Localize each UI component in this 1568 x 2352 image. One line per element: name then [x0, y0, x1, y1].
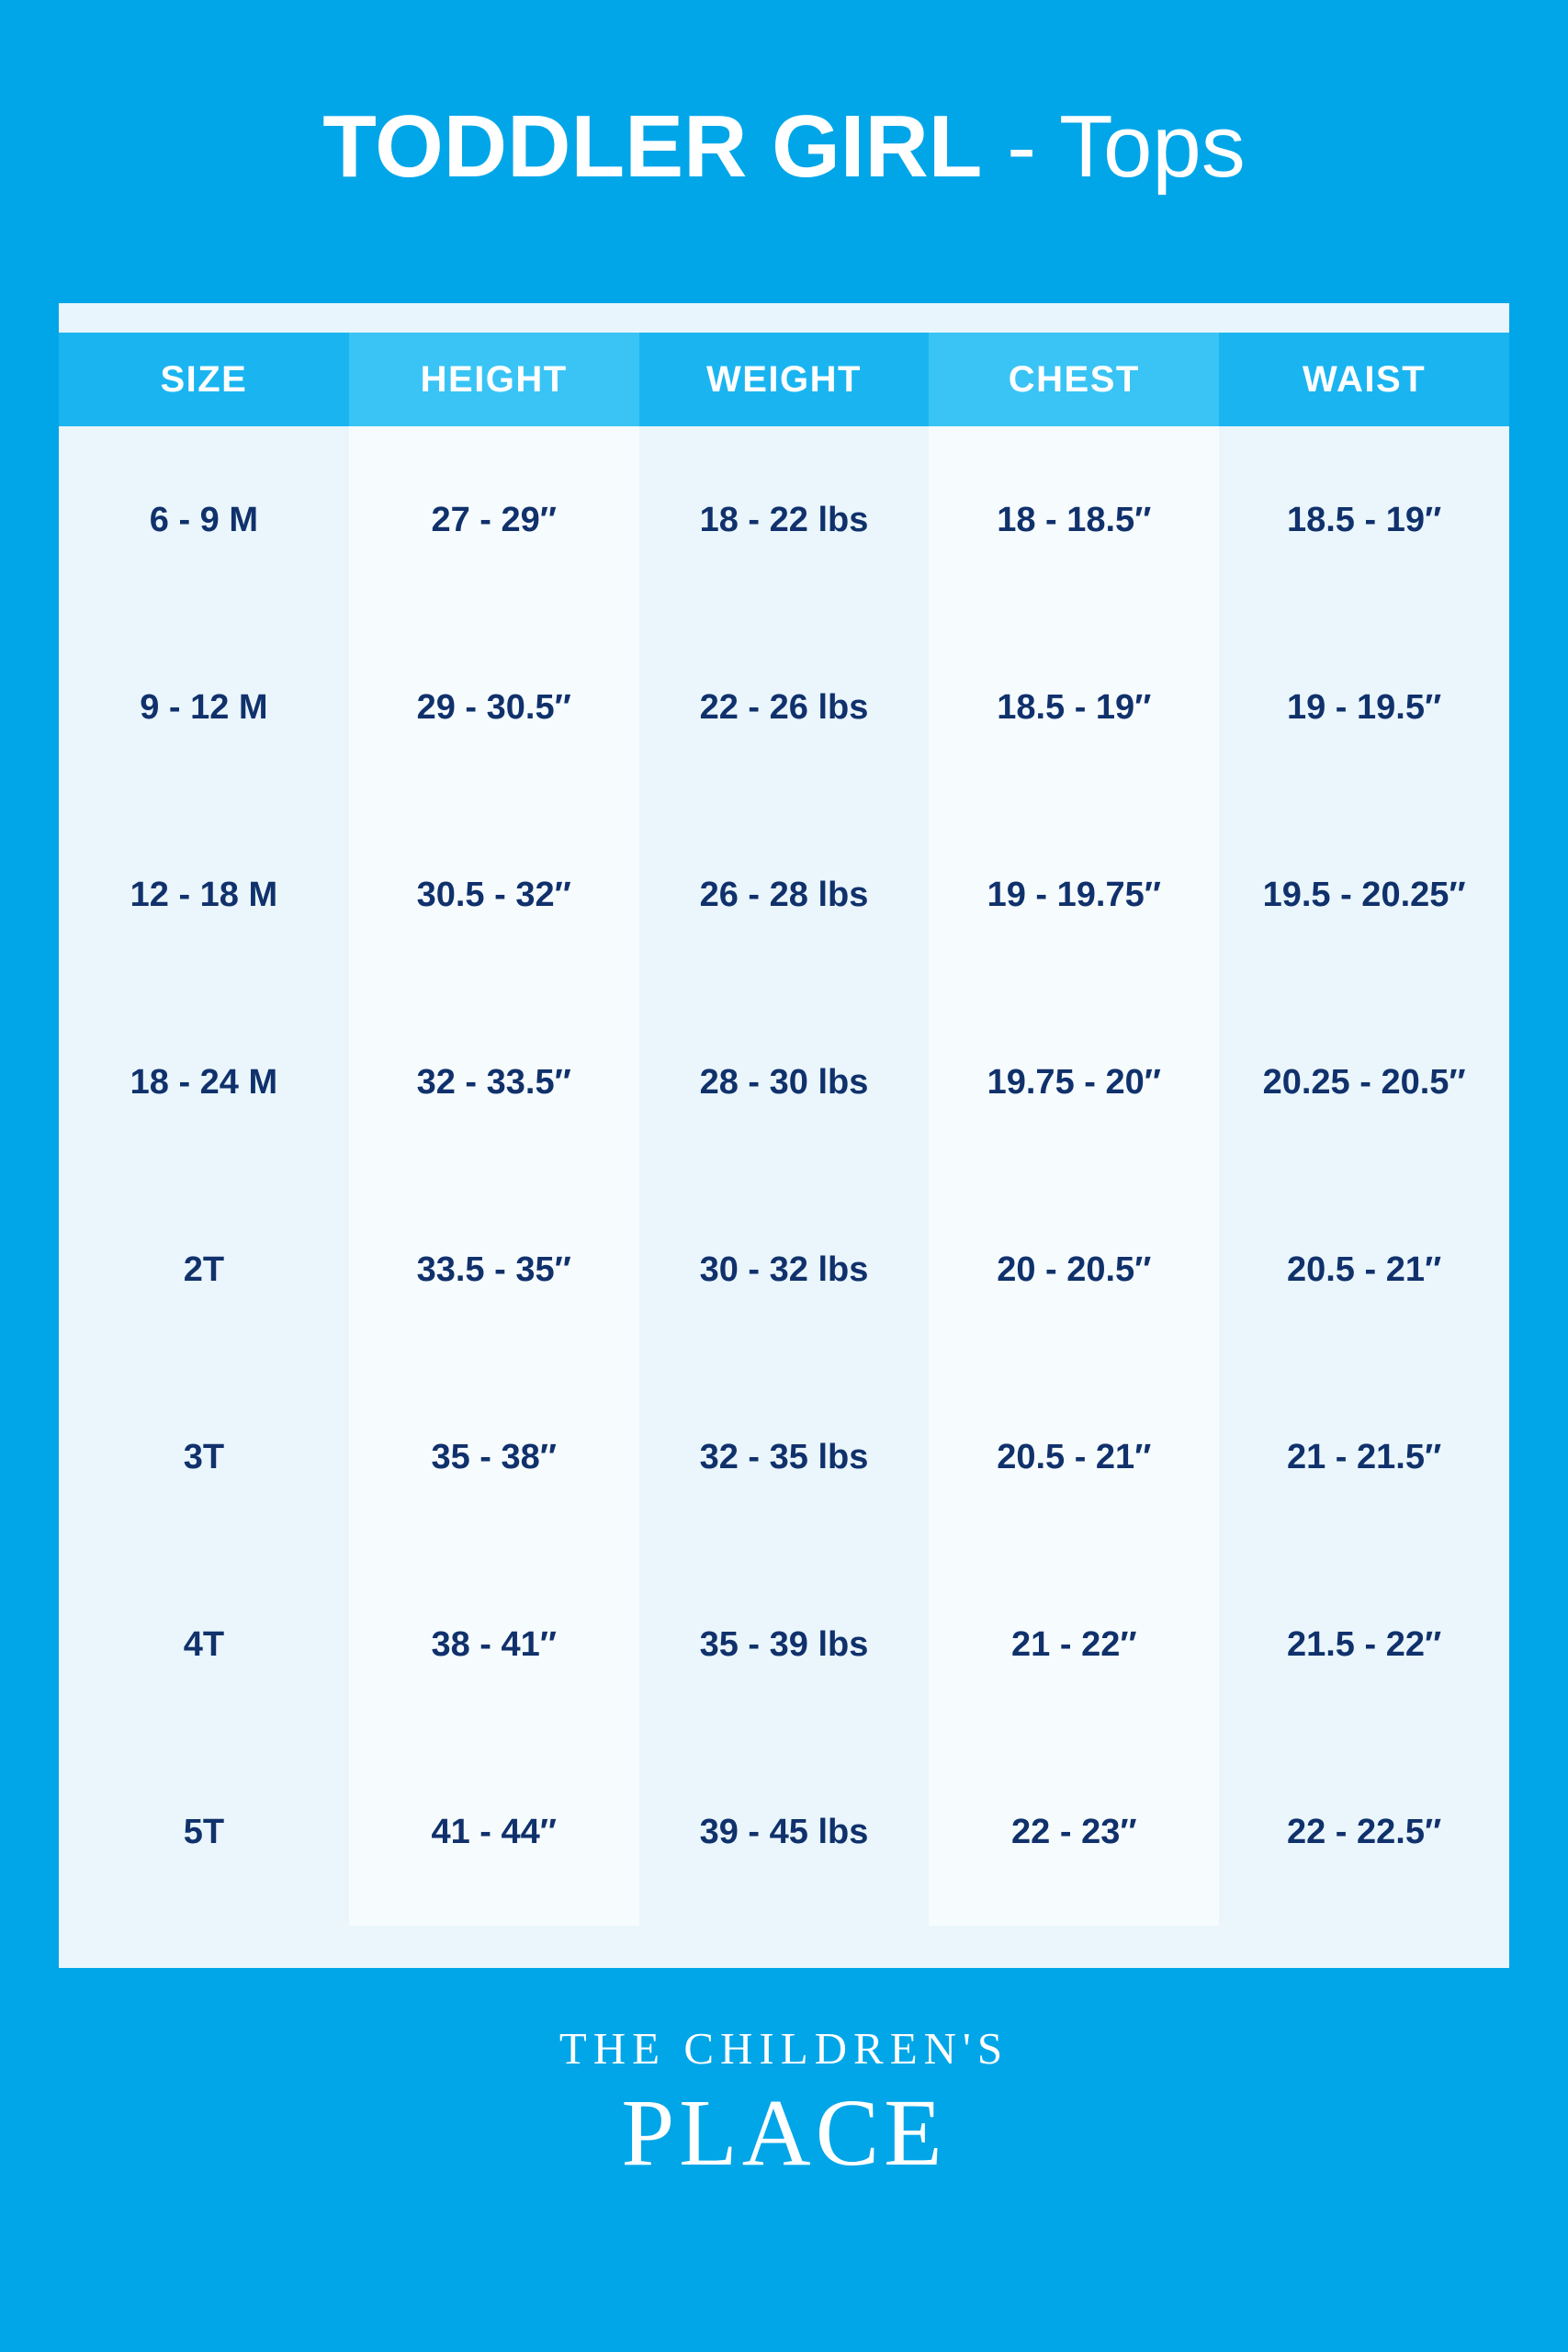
- cell-size: 3T: [59, 1363, 349, 1551]
- cell-waist: 21 - 21.5″: [1219, 1363, 1509, 1551]
- column-header-chest: CHEST: [929, 333, 1219, 426]
- cell-weight: 35 - 39 lbs: [639, 1551, 930, 1738]
- cell-chest: 20 - 20.5″: [929, 1176, 1219, 1363]
- cell-waist: 22 - 22.5″: [1219, 1738, 1509, 1926]
- table-row: [59, 1551, 1509, 1738]
- cell-chest: 18.5 - 19″: [929, 614, 1219, 801]
- cell-weight: 39 - 45 lbs: [639, 1738, 930, 1926]
- cell-height: 32 - 33.5″: [349, 989, 639, 1176]
- table-body: [59, 426, 1509, 1926]
- cell-waist: 20.25 - 20.5″: [1219, 989, 1509, 1176]
- cell-height: 30.5 - 32″: [349, 801, 639, 989]
- column-header-size: SIZE: [59, 333, 349, 426]
- cell-chest: 22 - 23″: [929, 1738, 1219, 1926]
- cell-weight: 30 - 32 lbs: [639, 1176, 930, 1363]
- cell-weight: 28 - 30 lbs: [639, 989, 930, 1176]
- cell-waist: 20.5 - 21″: [1219, 1176, 1509, 1363]
- column-header-height: HEIGHT: [349, 333, 639, 426]
- table-top-strip: [59, 303, 1509, 333]
- page-title: [0, 0, 1568, 196]
- cell-weight: 22 - 26 lbs: [639, 614, 930, 801]
- brand-logo-line2: PLACE: [621, 2080, 947, 2186]
- cell-size: 9 - 12 M: [59, 614, 349, 801]
- cell-waist: 18.5 - 19″: [1219, 426, 1509, 614]
- table-row: [59, 1363, 1509, 1551]
- cell-height: 38 - 41″: [349, 1551, 639, 1738]
- page-title-separator: -: [982, 97, 1059, 196]
- brand-logo: [0, 2023, 1568, 2186]
- cell-weight: 26 - 28 lbs: [639, 801, 930, 989]
- brand-logo-line1: THE CHILDREN'S: [558, 2023, 1010, 2074]
- cell-chest: 19.75 - 20″: [929, 989, 1219, 1176]
- cell-chest: 21 - 22″: [929, 1551, 1219, 1738]
- cell-chest: 20.5 - 21″: [929, 1363, 1219, 1551]
- cell-weight: 32 - 35 lbs: [639, 1363, 930, 1551]
- cell-size: 12 - 18 M: [59, 801, 349, 989]
- cell-size: 2T: [59, 1176, 349, 1363]
- column-header-weight: WEIGHT: [639, 333, 930, 426]
- page-title-primary: TODDLER GIRL: [322, 97, 983, 196]
- cell-size: 4T: [59, 1551, 349, 1738]
- table-row: [59, 1176, 1509, 1363]
- table-row: [59, 426, 1509, 614]
- table-header-row: [59, 333, 1509, 426]
- cell-weight: 18 - 22 lbs: [639, 426, 930, 614]
- table-row: [59, 801, 1509, 989]
- table-row: [59, 989, 1509, 1176]
- table-row: [59, 1738, 1509, 1926]
- cell-height: 41 - 44″: [349, 1738, 639, 1926]
- cell-height: 27 - 29″: [349, 426, 639, 614]
- table-row: [59, 614, 1509, 801]
- cell-waist: 21.5 - 22″: [1219, 1551, 1509, 1738]
- page-title-secondary: Tops: [1059, 97, 1246, 196]
- cell-height: 33.5 - 35″: [349, 1176, 639, 1363]
- cell-chest: 19 - 19.75″: [929, 801, 1219, 989]
- table-header: [59, 333, 1509, 426]
- cell-size: 6 - 9 M: [59, 426, 349, 614]
- size-chart-table: [59, 333, 1509, 1926]
- cell-height: 35 - 38″: [349, 1363, 639, 1551]
- cell-waist: 19.5 - 20.25″: [1219, 801, 1509, 989]
- cell-height: 29 - 30.5″: [349, 614, 639, 801]
- cell-size: 18 - 24 M: [59, 989, 349, 1176]
- cell-size: 5T: [59, 1738, 349, 1926]
- size-table-block: [59, 303, 1509, 1968]
- cell-chest: 18 - 18.5″: [929, 426, 1219, 614]
- column-header-waist: WAIST: [1219, 333, 1509, 426]
- table-bottom-strip: [59, 1926, 1509, 1968]
- cell-waist: 19 - 19.5″: [1219, 614, 1509, 801]
